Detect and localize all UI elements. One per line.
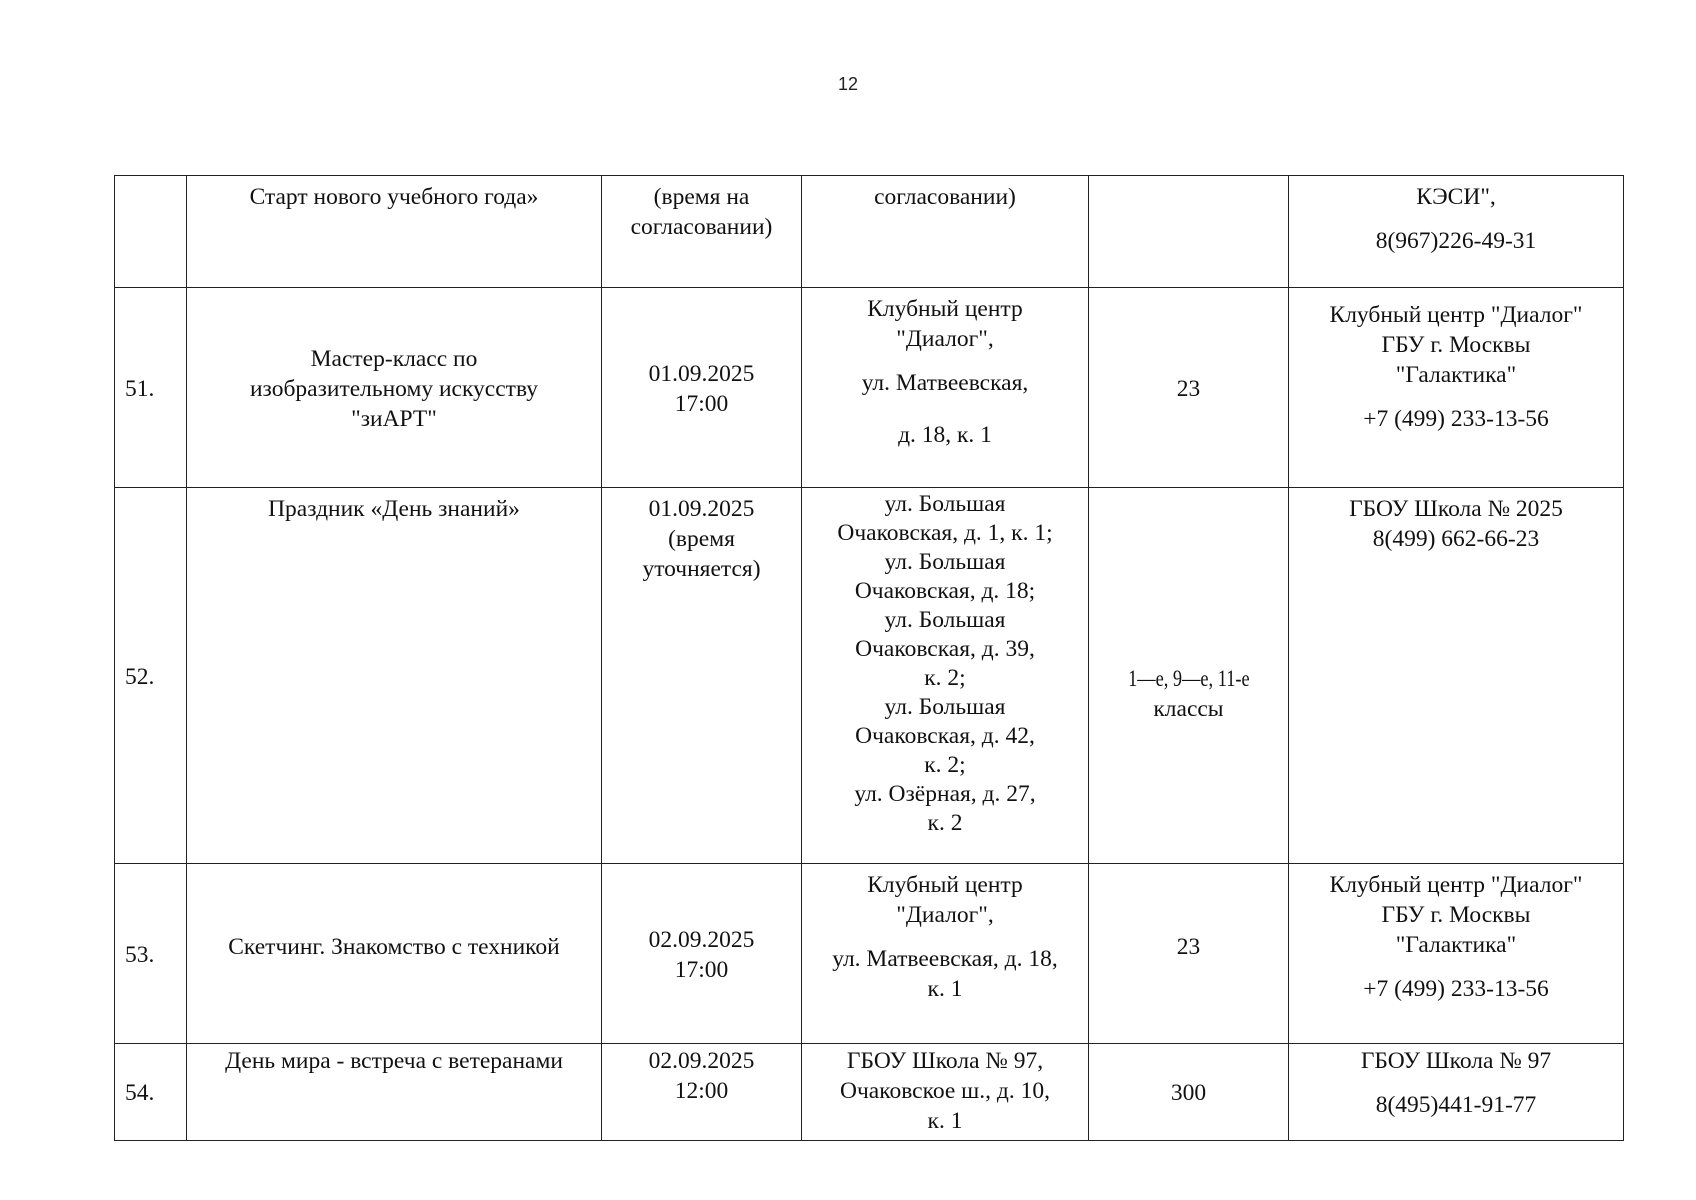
table-row: [115, 488, 1624, 864]
event-title-line: Праздник «День знаний»: [268, 496, 520, 522]
table-row: [115, 864, 1624, 1044]
place-line: ГБОУ Школа № 97,: [846, 1048, 1044, 1074]
organizer-line: "Галактика": [1395, 932, 1517, 958]
place-line: "Диалог",: [896, 326, 994, 352]
event-datetime-cell: [602, 488, 802, 864]
event-title-line: День мира - встреча с ветеранами: [225, 1048, 563, 1074]
organizer-phone: 8(495)441-91-77: [1375, 1092, 1537, 1118]
place-line: Очаковская, д. 39,: [855, 636, 1035, 662]
place-line: к. 1: [927, 976, 963, 1002]
row-number: 52.: [115, 488, 187, 864]
place-line: "Диалог",: [896, 902, 994, 928]
table-row: [115, 176, 1624, 288]
page-number: 12: [837, 74, 859, 94]
place-line: к. 2: [927, 810, 963, 836]
event-place-cell: [802, 864, 1089, 1044]
place-line: Клубный центр: [867, 872, 1023, 898]
organizer-phone: +7 (499) 233-13-56: [1363, 976, 1549, 1002]
organizer-cell: [1289, 288, 1624, 488]
participants-cell: [1089, 288, 1289, 488]
organizer-line: ГБУ г. Москвы: [1381, 332, 1531, 358]
datetime-line: 02.09.2025: [648, 1048, 755, 1074]
place-line: согласовании): [874, 184, 1016, 210]
organizer-line: ГБОУ Школа № 2025: [1349, 496, 1563, 522]
organizer-phone: +7 (499) 233-13-56: [1363, 406, 1549, 432]
event-place-cell: [802, 288, 1089, 488]
datetime-line: 12:00: [674, 1078, 729, 1104]
participants-line: 300: [1170, 1080, 1207, 1106]
event-place-cell: [802, 176, 1089, 288]
event-title-line: изобразительному искусству: [249, 375, 538, 402]
event-place-cell: [802, 488, 1089, 864]
place-line: Клубный центр: [867, 296, 1023, 322]
events-table: [114, 175, 1624, 1141]
place-line: ул. Большая: [884, 549, 1006, 575]
row-number: 51.: [115, 288, 187, 488]
event-datetime-cell: [602, 1044, 802, 1141]
event-title-cell: [187, 488, 602, 864]
row-number: 54.: [115, 1044, 187, 1141]
event-datetime-cell: [602, 288, 802, 488]
participants-cell: [1089, 864, 1289, 1044]
event-datetime-cell: [602, 176, 802, 288]
participants-line: 23: [1176, 933, 1201, 960]
place-line: ул. Большая: [884, 694, 1006, 720]
organizer-line: КЭСИ",: [1416, 184, 1496, 210]
place-line: Очаковская, д. 42,: [855, 723, 1035, 749]
place-line: к. 1: [927, 1108, 963, 1134]
datetime-line: 01.09.2025: [648, 360, 755, 387]
event-title-cell: [187, 288, 602, 488]
place-line: ул. Озёрная, д. 27,: [854, 781, 1036, 807]
event-datetime-cell: [602, 864, 802, 1044]
datetime-line: согласовании): [630, 214, 773, 240]
place-line: ул. Матвеевская, д. 18,: [832, 946, 1058, 972]
place-line: Очаковская, д. 1, к. 1;: [837, 520, 1053, 546]
organizer-phone: 8(499) 662-66-23: [1372, 526, 1540, 552]
row-number: [115, 176, 187, 288]
table-row: [115, 288, 1624, 488]
organizer-line: Клубный центр "Диалог": [1329, 302, 1583, 328]
row-number: 53.: [115, 864, 187, 1044]
event-title-cell: [187, 1044, 602, 1141]
table-row: [115, 1044, 1624, 1141]
organizer-line: "Галактика": [1395, 362, 1517, 388]
organizer-cell: [1289, 176, 1624, 288]
organizer-cell: [1289, 864, 1624, 1044]
organizer-line: ГБУ г. Москвы: [1381, 902, 1531, 928]
organizer-line: Клубный центр "Диалог": [1329, 872, 1583, 898]
datetime-line: 01.09.2025: [648, 496, 755, 522]
place-line: ул. Матвеевская,: [861, 370, 1029, 396]
organizer-cell: [1289, 1044, 1624, 1141]
place-line: Очаковская, д. 18;: [854, 578, 1036, 604]
place-line: Очаковское ш., д. 10,: [840, 1078, 1050, 1104]
event-title-line: "зиАРТ": [351, 405, 437, 432]
participants-line: 23: [1176, 375, 1201, 402]
organizer-phone: 8(967)226-49-31: [1375, 228, 1537, 254]
organizer-line: ГБОУ Школа № 97: [1360, 1048, 1552, 1074]
datetime-line: (время: [668, 526, 735, 552]
event-title-line: Старт нового учебного года»: [249, 184, 539, 210]
event-title-line: Скетчинг. Знакомство с техникой: [228, 933, 560, 960]
datetime-line: 02.09.2025: [648, 926, 755, 953]
event-title-line: Мастер-класс по: [310, 345, 478, 372]
participants-cell: [1089, 1044, 1289, 1141]
place-line: ул. Большая: [884, 607, 1006, 633]
datetime-line: (время на: [653, 184, 750, 210]
place-line: д. 18, к. 1: [898, 422, 992, 448]
place-line: к. 2;: [924, 752, 966, 778]
participants-cell: [1089, 176, 1289, 288]
event-place-cell: [802, 1044, 1089, 1141]
participants-line: 1—е, 9—е, 11-е: [1127, 665, 1250, 692]
participants-cell: [1089, 488, 1289, 864]
event-title-cell: [187, 864, 602, 1044]
place-line: к. 2;: [924, 665, 966, 691]
participants-line: классы: [1153, 695, 1224, 722]
datetime-line: 17:00: [674, 956, 729, 983]
datetime-line: 17:00: [674, 390, 729, 417]
event-title-cell: [187, 176, 602, 288]
organizer-cell: [1289, 488, 1624, 864]
datetime-line: уточняется): [642, 556, 761, 582]
place-line: ул. Большая: [884, 491, 1006, 517]
